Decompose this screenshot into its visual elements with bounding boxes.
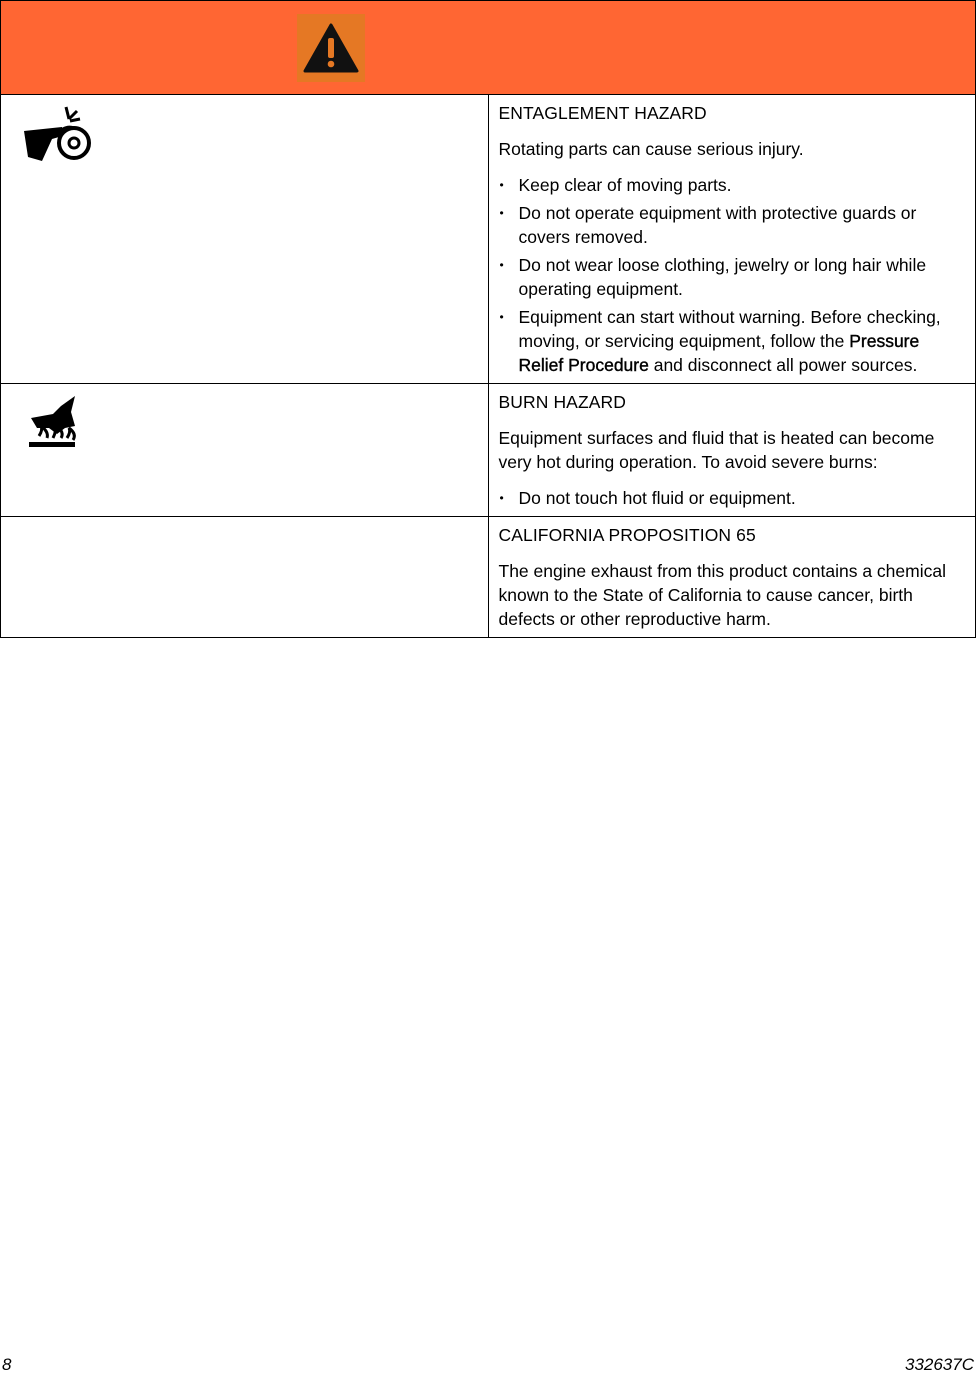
hazard-title: BURN HAZARD — [498, 392, 626, 412]
warning-banner — [1, 1, 976, 95]
hazard-bullet — [499, 305, 966, 377]
warning-triangle-icon — [297, 14, 365, 82]
hazard-text-cell — [488, 517, 976, 638]
hazard-row-prop65 — [1, 517, 976, 638]
warning-table — [0, 0, 976, 638]
hazard-icon-cell — [1, 384, 489, 517]
pressure-relief-procedure-ref: Pressure Relief Procedure — [518, 331, 920, 375]
hazard-title: ENTAGLEMENT HAZARD — [498, 103, 707, 123]
hazard-bullet-list — [499, 486, 966, 510]
hazard-intro: Rotating parts can cause serious injury. — [498, 139, 804, 159]
hazard-title: CALIFORNIA PROPOSITION 65 — [498, 525, 756, 545]
hazard-text-cell — [488, 95, 976, 384]
hazard-bullet-list — [499, 173, 966, 377]
hazard-intro: Equipment surfaces and fluid that is heated can become very hot during operation. To avoid severe burns: — [498, 428, 935, 472]
hazard-row-burn — [1, 384, 976, 517]
entanglement-hand-gear-icon — [22, 105, 92, 167]
hazard-bullet: • Do not operate equipment with protective guards or covers removed. — [499, 201, 966, 249]
bullet-text: and disconnect all power sources. — [648, 355, 918, 375]
hazard-icon-cell — [1, 95, 489, 384]
hazard-bullet: • Do not wear loose clothing, jewelry or long hair while operating equipment. — [499, 253, 966, 301]
burn-hand-flame-icon — [27, 394, 87, 452]
warning-banner-row — [1, 1, 976, 95]
hazard-intro: The engine exhaust from this product contains a chemical known to the State of California to cause cancer, birth defects or other reproductive harm. — [498, 561, 946, 629]
hazard-row-entanglement — [1, 95, 976, 384]
hazard-text-cell — [488, 384, 976, 517]
hazard-bullet: • Do not touch hot fluid or equipment. — [499, 486, 966, 510]
page-number: 8 — [2, 1355, 12, 1374]
hazard-icon-cell-empty — [1, 517, 489, 638]
hazard-bullet: • Keep clear of moving parts. — [499, 173, 966, 197]
bullet-text: Equipment can start without warning. Before checking, moving, or servicing equipment, follow the — [518, 307, 941, 351]
document-number: 332637C — [904, 1355, 974, 1374]
